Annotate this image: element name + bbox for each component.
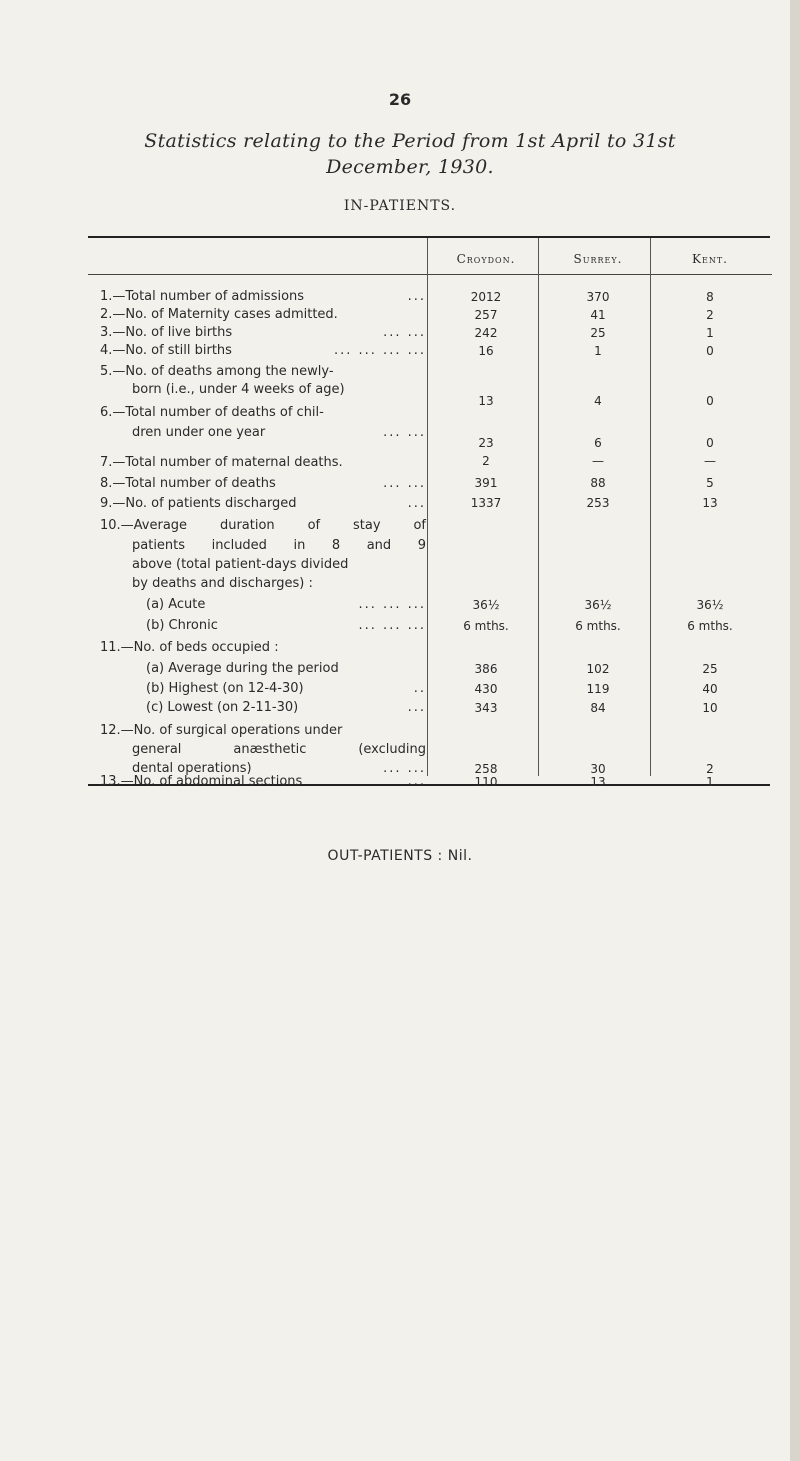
- table-cell: —: [704, 454, 716, 468]
- table-cell: 8: [706, 290, 714, 304]
- table-cell: 0: [706, 436, 714, 450]
- table-top-rule: [88, 236, 770, 238]
- table-cell: 36½: [472, 598, 500, 612]
- row-label-sub: (c) Lowest (on 2-11-30) ...: [146, 700, 426, 715]
- row-label-dots: ...: [407, 774, 426, 789]
- table-cell: 41: [590, 308, 606, 322]
- row-label-continuation: general anæsthetic (excluding: [132, 742, 426, 757]
- table-cell: 386: [474, 662, 498, 676]
- table-cell: 6 mths.: [687, 619, 733, 633]
- row-label-continuation: patients included in 8 and 9: [132, 538, 426, 553]
- title-line-1: Statistics relating to the Period from 1st April to 31st: [144, 130, 676, 152]
- table-cell: 23: [478, 436, 494, 450]
- table-cell: 1: [706, 775, 714, 789]
- table-cell: 258: [474, 762, 498, 776]
- table-cell: 0: [706, 344, 714, 358]
- row-label-continuation: by deaths and discharges) :: [132, 576, 313, 591]
- row-label: 11.—No. of beds occupied :: [100, 640, 279, 655]
- row-label-sub: (b) Highest (on 12-4-30) ..: [146, 681, 426, 696]
- table-cell: 25: [590, 326, 606, 340]
- table-cell: 110: [474, 775, 498, 789]
- row-label: [100, 773, 426, 791]
- table-cell: 40: [702, 682, 718, 696]
- table-cell: 36½: [584, 598, 612, 612]
- table-cell: 2: [706, 762, 714, 776]
- page-title: [60, 128, 760, 180]
- table-cell: 1337: [470, 496, 502, 510]
- row-label: 1.—Total number of admissions ...: [100, 289, 426, 304]
- table-cell: 13: [478, 394, 494, 408]
- section-heading: IN-PATIENTS.: [343, 198, 457, 214]
- row-label: 3.—No. of live births ... ...: [100, 325, 426, 340]
- table-cell: 6 mths.: [575, 619, 621, 633]
- table-cell: 257: [474, 308, 498, 322]
- table-cell: 16: [478, 344, 494, 358]
- table-cell: 5: [706, 476, 714, 490]
- row-label-text: 13.—No. of abdominal sections: [100, 774, 303, 789]
- table-cell: 253: [586, 496, 610, 510]
- row-label-continuation: dren under one year ... ...: [132, 425, 426, 440]
- table-cell: 0: [706, 394, 714, 408]
- table-cell: 88: [590, 476, 606, 490]
- table-cell: 430: [474, 682, 498, 696]
- table-cell: 84: [590, 701, 606, 715]
- row-label-sub: (a) Average during the period: [146, 661, 339, 676]
- column-header-kent: Kent.: [692, 252, 728, 266]
- table-cell: 370: [586, 290, 610, 304]
- table-cell: 13: [590, 775, 606, 789]
- table-cell: 102: [586, 662, 610, 676]
- table-cell: 119: [586, 682, 610, 696]
- row-label: 9.—No. of patients discharged ...: [100, 496, 426, 511]
- row-label: 5.—No. of deaths among the newly-: [100, 364, 334, 379]
- table-cell: 343: [474, 701, 498, 715]
- table-cell: 2: [706, 308, 714, 322]
- table-cell: 36½: [696, 598, 724, 612]
- table-cell: 6 mths.: [463, 619, 509, 633]
- title-line-2: December, 1930.: [326, 156, 494, 178]
- row-label: 2.—No. of Maternity cases admitted.: [100, 307, 338, 322]
- row-label: 12.—No. of surgical operations under: [100, 723, 343, 738]
- table-header-rule: [88, 274, 772, 275]
- table-cell: 242: [474, 326, 498, 340]
- table-cell: 1: [706, 326, 714, 340]
- table-cell: 2: [482, 454, 490, 468]
- column-header-croydon: Croydon.: [456, 252, 516, 266]
- row-label: 10.—Average duration of stay of: [100, 518, 426, 533]
- row-label-continuation: above (total patient-days divided: [132, 557, 349, 572]
- row-label: 7.—Total number of maternal deaths.: [100, 455, 343, 470]
- table-cell: 10: [702, 701, 718, 715]
- row-label: 6.—Total number of deaths of chil-: [100, 405, 324, 420]
- table-cell: 13: [702, 496, 718, 510]
- table-cell: 1: [594, 344, 602, 358]
- table-cell: 6: [594, 436, 602, 450]
- row-label: 8.—Total number of deaths ... ...: [100, 476, 426, 491]
- table-cell: 391: [474, 476, 498, 490]
- row-label-continuation: dental operations) ... ...: [132, 761, 426, 776]
- row-label: 4.—No. of still births ... ... ... ...: [100, 343, 426, 358]
- row-label-sub: (a) Acute ... ... ...: [146, 597, 426, 612]
- table-cell: 30: [590, 762, 606, 776]
- page-number: 26: [388, 90, 412, 109]
- table-cell: —: [592, 454, 604, 468]
- column-header-surrey: Surrey.: [573, 252, 623, 266]
- table-cell: 4: [594, 394, 602, 408]
- page-edge: [790, 0, 800, 1461]
- table-cell: 25: [702, 662, 718, 676]
- row-label-sub: (b) Chronic ... ... ...: [146, 618, 426, 633]
- out-patients-note: OUT-PATIENTS : Nil.: [327, 848, 473, 864]
- table-cell: 2012: [470, 290, 502, 304]
- row-label-continuation: born (i.e., under 4 weeks of age): [132, 382, 345, 397]
